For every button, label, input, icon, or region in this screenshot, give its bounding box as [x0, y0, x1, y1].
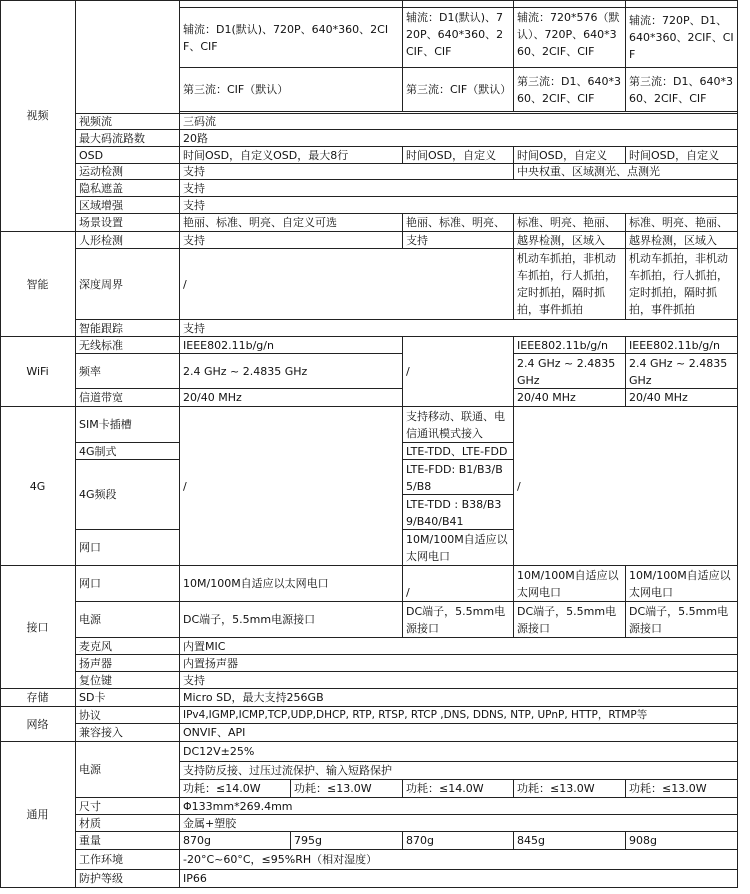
osd-label: OSD	[76, 147, 180, 164]
sd-label: SD卡	[76, 689, 180, 707]
osd-value: 时间OSD，自定义	[626, 147, 738, 164]
wifi-std-value: IEEE802.11b/g/n	[626, 337, 738, 354]
g4-port-value: 10M/100M自适应以太网电口	[403, 530, 514, 566]
weight-value: 795g	[291, 832, 403, 850]
wifi-freq-value: 2.4 GHz ~ 2.4835 GHz	[514, 354, 626, 389]
power-port-value: DC端子，5.5mm电源接口	[626, 602, 738, 638]
track-value: 支持	[180, 320, 738, 337]
weight-label: 重量	[76, 832, 180, 850]
speaker-label: 扬声器	[76, 655, 180, 672]
g4-port-label: 网口	[76, 530, 180, 566]
port-value: 10M/100M自适应以太网电口	[626, 566, 738, 602]
third-stream-value: 第三流：D1、640*360、2CIF、CIF	[626, 68, 738, 112]
compat-value: ONVIF、API	[180, 724, 738, 742]
scene-label: 场景设置	[76, 214, 180, 232]
weight-value: 908g	[626, 832, 738, 850]
wifi-freq-value: 2.4 GHz ~ 2.4835 GHz	[626, 354, 738, 389]
power-consumption: 功耗：≤13.0W	[514, 780, 626, 798]
depth-value: 机动车抓拍，非机动车抓拍，行人抓拍，定时抓拍，隔时抓拍，事件抓拍	[514, 249, 626, 320]
weight-value: 870g	[403, 832, 514, 850]
sd-value: Micro SD，最大支持256GB	[180, 689, 738, 707]
sub-stream-value: 辅流：D1(默认)、720P、640*360、2CIF、CIF	[180, 8, 403, 68]
power-label: 电源	[76, 742, 180, 798]
power-consumption: 功耗：≤13.0W	[291, 780, 403, 798]
video-top-cell	[514, 0, 626, 8]
sim-value: 支持移动、联通、电信通讯模式接入	[403, 407, 514, 443]
stream-label: 视频流	[76, 114, 180, 130]
power-protection: 支持防反接、过压过流保护、输入短路保护	[180, 762, 738, 780]
power-voltage: DC12V±25%	[180, 742, 738, 762]
g4-std-value: LTE-TDD、LTE-FDD	[403, 443, 514, 460]
wifi-freq-value: 2.4 GHz ~ 2.4835 GHz	[180, 354, 403, 389]
video-top-cell	[626, 0, 738, 8]
reset-value: 支持	[180, 672, 738, 689]
category-network: 网络	[0, 707, 76, 742]
wifi-std-value: IEEE802.11b/g/n	[180, 337, 403, 354]
wifi-std-value: IEEE802.11b/g/n	[514, 337, 626, 354]
g4-band-label: 4G频段	[76, 460, 180, 530]
wifi-bw-value: 20/40 MHz	[626, 389, 738, 407]
power-port-value: DC端子，5.5mm电源接口	[403, 602, 514, 638]
wifi-std-label: 无线标准	[76, 337, 180, 354]
sub-stream-value: 辅流：D1(默认)、720P、640*360、2CIF、CIF	[403, 8, 514, 68]
category-smart: 智能	[0, 232, 76, 337]
human-label: 人形检测	[76, 232, 180, 249]
motion-label: 运动检测	[76, 164, 180, 180]
sim-label: SIM卡插槽	[76, 407, 180, 443]
reset-label: 复位键	[76, 672, 180, 689]
osd-value: 时间OSD，自定义OSD，最大8行	[180, 147, 403, 164]
third-stream-value: 第三流：D1、640*360、2CIF、CIF	[514, 68, 626, 112]
env-label: 工作环境	[76, 850, 180, 870]
ip-value: IP66	[180, 870, 738, 888]
scene-value: 艳丽、标准、明亮、	[403, 214, 514, 232]
protocol-label: 协议	[76, 707, 180, 724]
stream-value: 三码流	[180, 114, 738, 130]
size-label: 尺寸	[76, 798, 180, 815]
region-label: 区域增强	[76, 197, 180, 214]
category-general: 通用	[0, 742, 76, 888]
osd-value: 时间OSD，自定义	[403, 147, 514, 164]
weight-value: 845g	[514, 832, 626, 850]
track-label: 智能跟踪	[76, 320, 180, 337]
human-value: 支持	[403, 232, 514, 249]
depth-label: 深度周界	[76, 249, 180, 320]
sub-stream-value: 辅流：720*576（默认）、720P、640*360、2CIF、CIF	[514, 8, 626, 68]
max-stream-label: 最大码流路数	[76, 130, 180, 147]
depth-value: 机动车抓拍，非机动车抓拍，行人抓拍，定时抓拍，隔时抓拍，事件抓拍	[626, 249, 738, 320]
ip-label: 防护等级	[76, 870, 180, 888]
max-stream-value: 20路	[180, 130, 738, 147]
category-wifi: WiFi	[0, 337, 76, 407]
power-port-label: 电源	[76, 602, 180, 638]
protocol-value: IPv4,IGMP,ICMP,TCP,UDP,DHCP, RTP, RTSP, RTCP ,DNS, DDNS, NTP, UPnP, HTTP，RTMP等	[180, 707, 738, 724]
video-top-cell	[180, 0, 403, 8]
wifi-bw-value: 20/40 MHz	[514, 389, 626, 407]
compat-label: 兼容接入	[76, 724, 180, 742]
power-port-value: DC端子，5.5mm电源接口	[180, 602, 403, 638]
human-value: 支持	[180, 232, 403, 249]
wifi-empty: /	[403, 337, 514, 407]
category-video: 视频	[0, 0, 76, 232]
env-value: -20°C~60°C，≤95%RH（相对湿度）	[180, 850, 738, 870]
g4-empty: /	[514, 407, 738, 566]
g4-empty: /	[180, 407, 403, 566]
region-value: 支持	[180, 197, 738, 214]
power-consumption: 功耗：≤13.0W	[626, 780, 738, 798]
g4-std-label: 4G制式	[76, 443, 180, 460]
sub-stream-value: 辅流：720P、D1、640*360、2CIF、CIF	[626, 8, 738, 68]
power-consumption: 功耗：≤14.0W	[403, 780, 514, 798]
video-top-cell	[403, 0, 514, 8]
material-label: 材质	[76, 815, 180, 832]
g4-band-tdd: LTE-TDD : B38/B39/B40/B41	[403, 495, 514, 530]
mic-value: 内置MIC	[180, 638, 738, 655]
metering-value: 中央权重、区域测光、点测光	[514, 164, 738, 180]
wifi-bw-value: 20/40 MHz	[180, 389, 403, 407]
port-value: 10M/100M自适应以太网电口	[514, 566, 626, 602]
size-value: Φ133mm*269.4mm	[180, 798, 738, 815]
speaker-value: 内置扬声器	[180, 655, 738, 672]
category-storage: 存储	[0, 689, 76, 707]
scene-value: 艳丽、标准、明亮、自定义可选	[180, 214, 403, 232]
scene-value: 标准、明亮、艳丽、	[514, 214, 626, 232]
privacy-value: 支持	[180, 180, 738, 197]
power-port-value: DC端子，5.5mm电源接口	[514, 602, 626, 638]
category-interface: 接口	[0, 566, 76, 689]
weight-value: 870g	[180, 832, 291, 850]
privacy-label: 隐私遮盖	[76, 180, 180, 197]
human-value: 越界检测，区域入	[626, 232, 738, 249]
third-stream-value: 第三流：CIF（默认）	[403, 68, 514, 112]
scene-value: 标准、明亮、艳丽、	[626, 214, 738, 232]
port-label: 网口	[76, 566, 180, 602]
motion-value: 支持	[180, 164, 514, 180]
mic-label: 麦克风	[76, 638, 180, 655]
depth-empty: /	[180, 249, 514, 320]
g4-band-fdd: LTE-FDD: B1/B3/B5/B8	[403, 460, 514, 495]
power-consumption: 功耗：≤14.0W	[180, 780, 291, 798]
wifi-bw-label: 信道带宽	[76, 389, 180, 407]
material-value: 金属+塑胶	[180, 815, 738, 832]
human-value: 越界检测，区域入	[514, 232, 626, 249]
third-stream-value: 第三流：CIF（默认）	[180, 68, 403, 112]
wifi-freq-label: 频率	[76, 354, 180, 389]
category-4g: 4G	[0, 407, 76, 566]
video-stream-label-blank	[76, 0, 180, 114]
port-value: 10M/100M自适应以太网电口	[180, 566, 403, 602]
osd-value: 时间OSD，自定义	[514, 147, 626, 164]
port-value: /	[403, 566, 514, 602]
